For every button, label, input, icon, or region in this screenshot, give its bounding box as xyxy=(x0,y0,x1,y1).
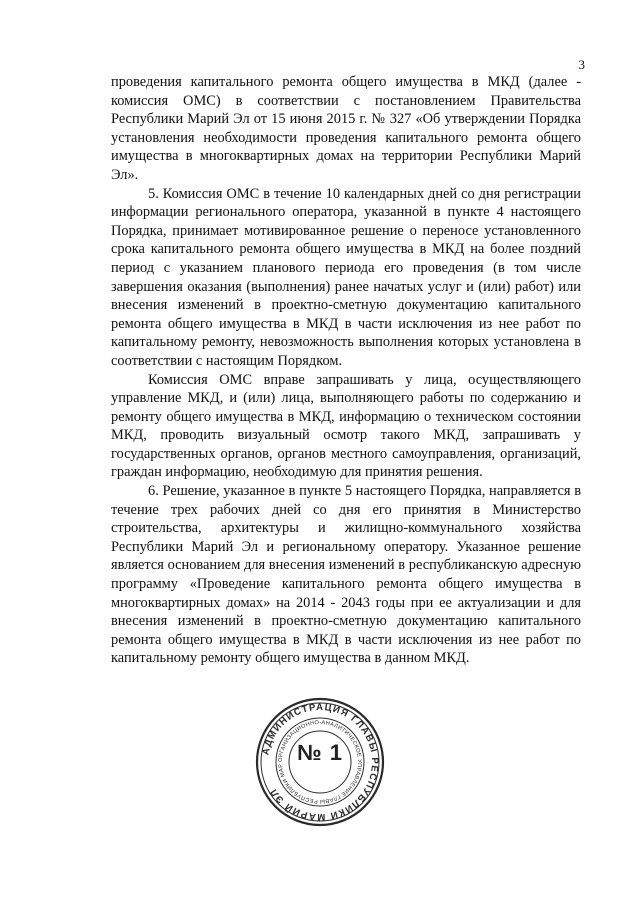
paragraph-item-6: 6. Решение, указанное в пункте 5 настоящего Порядка, направляется в течение трех рабочих дней со дня его принятия в Министерство строительства, архитектуры и жилищно-коммунального хозяйства Республики Марий Эл и региональному оператору. Указанное решение является основанием для внесения изменений в республиканскую адресную программу «Проведение капитального ремонта общего имущества в многоквартирных домах» на 2014 - 2043 годы при ее актуализации и для внесения изменений в проектно-сметную документацию капитального ремонта общего имущества в МКД в части исключения из нее работ по капитальному ремонту общего имущества в данном МКД. xyxy=(111,483,581,667)
paragraph-commission-rights: Комиссия ОМС вправе запрашивать у лица, осуществляющего управление МКД, и (или) лица, выполняющего работы по содержанию и ремонту общего имущества в МКД, информацию о техническом состоянии МКД, проводить визуальный осмотр такого МКД, запрашивать у государственных органов, органов местного самоуправления, организаций, граждан информацию, необходимую для принятия решения. xyxy=(111,371,581,481)
stamp-inner-text: ОРГАНИЗАЦИОННО-АНАЛИТИЧЕСКОЕ УПРАВЛЕНИЕ ГЛАВЫ РЕСПУБЛИКИ МАР xyxy=(277,719,363,805)
page-number: 3 xyxy=(578,57,585,72)
stamp-number: № 1 xyxy=(297,740,343,765)
stamp-outer-text: АДМИНИСТРАЦИЯ ГЛАВЫ РЕСПУБЛИКИ МАРИЙ ЭЛ xyxy=(260,701,381,823)
paragraph-continuation: проведения капитального ремонта общего имущества в МКД (далее - комиссия ОМС) в соответствии с постановлением Правительства Республики Марий Эл от 15 июня 2015 г. № 327 «Об утверждении Порядка установления необходимости проведения капитального ремонта общего имущества в многоквартирных домах на территории Республики Марий Эл». xyxy=(111,74,581,183)
official-stamp xyxy=(254,696,386,828)
paragraph-item-5: 5. Комиссия ОМС в течение 10 календарных дней со дня регистрации информации регионального оператора, указанной в пункте 4 настоящего Порядка, принимает мотивированное решение о переносе установленного срока капитального ремонта общего имущества в МКД на более поздний период с указанием планового периода его проведения (в том числе завершения оказания (выполнения) ранее начатых услуг и (или) работ) или внесения изменений в проектно-сметную документацию капитального ремонта общего имущества в МКД в части исключения из нее работ по капитальному ремонту, невозможность выполнения которых установлена в соответствии с настоящим Порядком. xyxy=(111,185,581,369)
document-body xyxy=(111,73,581,668)
